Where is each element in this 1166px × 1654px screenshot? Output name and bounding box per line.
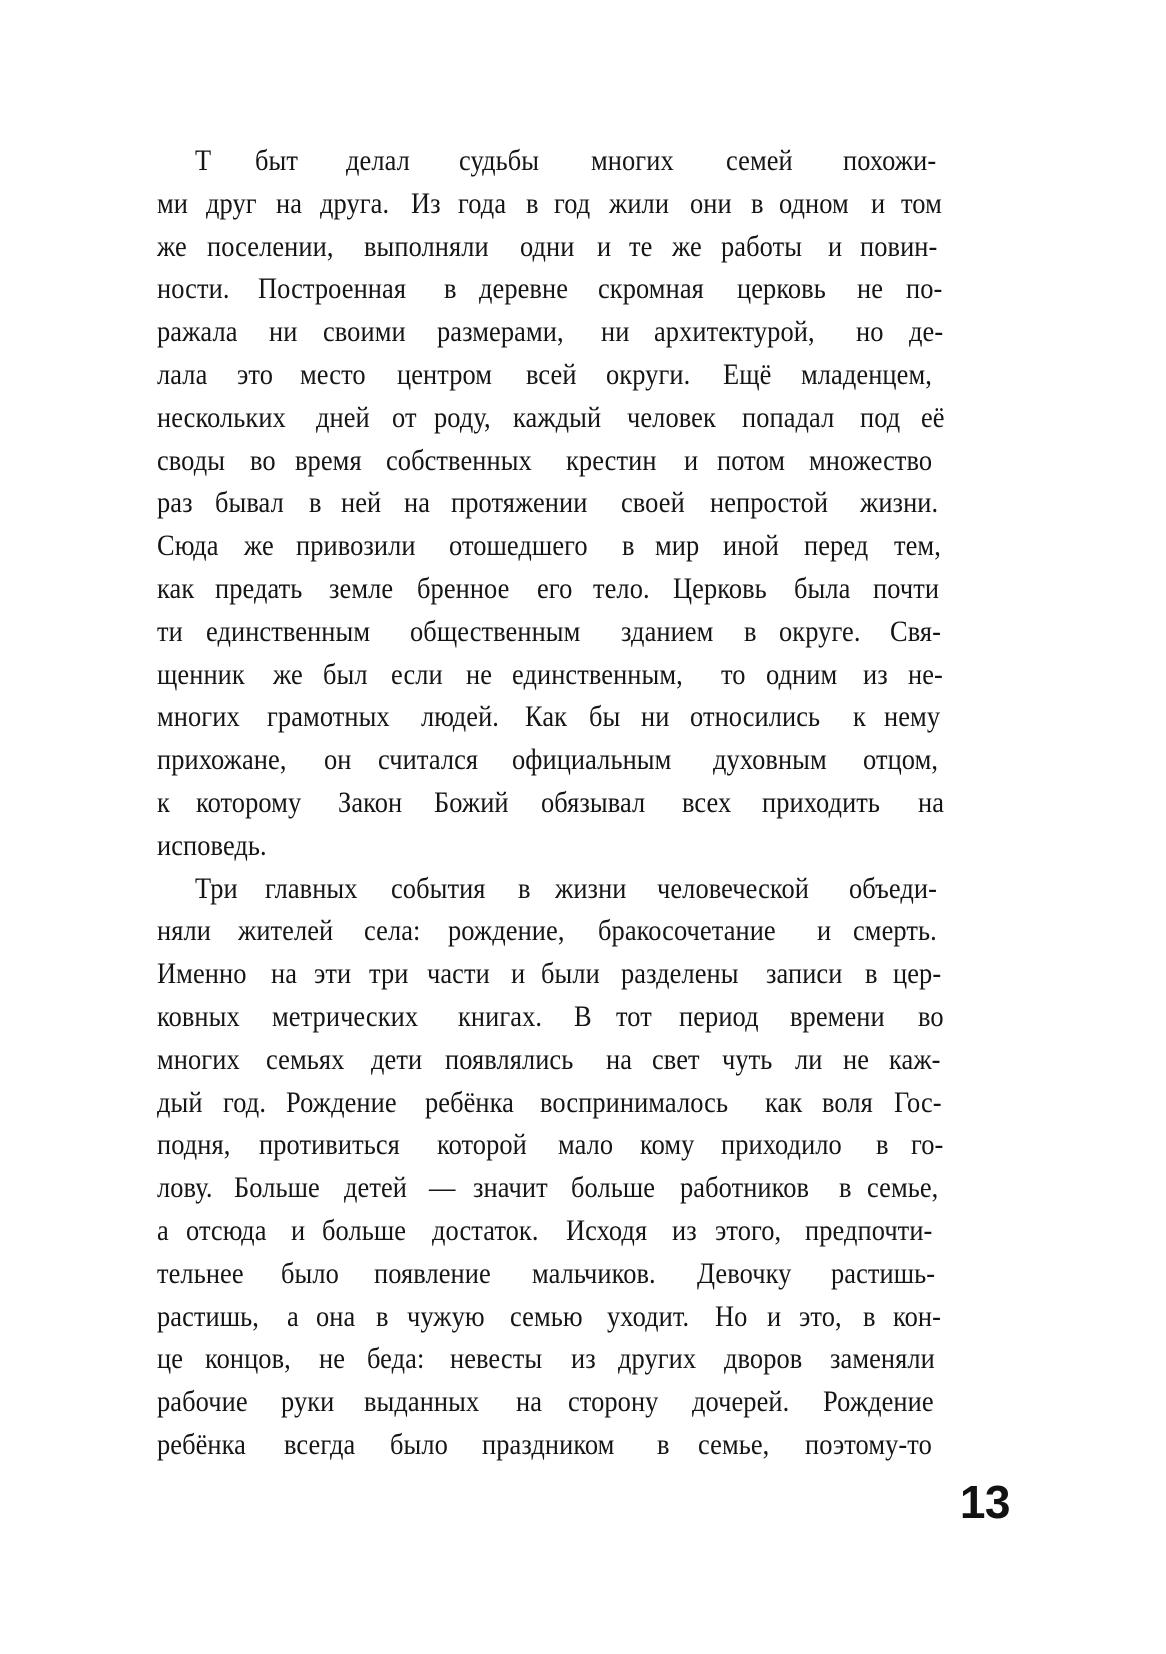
text-line: Именно на эти три части и были разделены записи в цер- xyxy=(157,958,942,991)
text-line: ти единственным общественным зданием в округе. Свя- xyxy=(157,615,941,648)
text-line: лову. Больше детей — значит больше работников в семье, xyxy=(157,1172,939,1205)
text-line: рабочие руки выданных на сторону дочерей. Рождение xyxy=(157,1386,935,1419)
text-line: исповедь. xyxy=(157,829,267,862)
text-line: ребёнка всегда было праздником в семье, поэтому-то xyxy=(157,1428,933,1461)
text-line: прихожане, он считался официальным духовным отцом, xyxy=(157,744,939,777)
paragraph-2 xyxy=(157,868,947,1467)
text-line: как предать земле бренное его тело. Церковь была почти xyxy=(157,572,940,605)
text-line: це концов, не беда: невесты из других дворов заменяли xyxy=(157,1343,935,1376)
text-line: дый год. Рождение ребёнка воспринималось как воля Гос- xyxy=(157,1086,942,1119)
text-line: тельнее было появление мальчиков. Девочку растишь- xyxy=(157,1257,935,1290)
text-line: ражала ни своими размерами, ни архитектурой, но де- xyxy=(157,316,943,349)
text-line: многих семьях дети появлялись на свет чуть ли не каж- xyxy=(157,1043,941,1076)
text-line: растишь, а она в чужую семью уходит. Но и это, в кон- xyxy=(157,1300,942,1333)
paragraph-1 xyxy=(157,140,947,868)
text-line: нескольких дней от роду, каждый человек попадал под её xyxy=(157,401,945,434)
text-line: раз бывал в ней на протяжении своей непростой жизни. xyxy=(157,487,938,520)
text-line: а отсюда и больше достаток. Исходя из этого, предпочти- xyxy=(157,1214,932,1247)
text-line: лала это место центром всей округи. Ещё младенцем, xyxy=(157,358,932,391)
text-line: няли жителей села: рождение, бракосочетание и смерть. xyxy=(157,915,938,948)
text-line: Три главных события в жизни человеческой объеди- xyxy=(195,872,937,905)
text-line: к которому Закон Божий обязывал всех приходить на xyxy=(157,786,944,819)
text-line: ми друг на друга. Из года в год жили они в одном и том xyxy=(157,187,943,220)
text-line: Т быт делал судьбы многих семей похожи- xyxy=(195,145,937,177)
text-line: же поселении, выполняли одни и те же работы и повин- xyxy=(157,230,938,263)
text-line: подня, противиться которой мало кому приходило в го- xyxy=(157,1129,944,1162)
page-number: 13 xyxy=(959,1476,1010,1528)
text-line: многих грамотных людей. Как бы ни относились к нему xyxy=(157,701,941,734)
text-line: ковных метрических книгах. В тот период времени во xyxy=(157,1000,944,1033)
text-line: щенник же был если не единственным, то одним из не- xyxy=(157,658,943,691)
page-text-body xyxy=(157,140,947,1467)
text-line: ности. Построенная в деревне скромная церковь не по- xyxy=(157,273,943,306)
text-line: Сюда же привозили отошедшего в мир иной перед тем, xyxy=(157,530,942,563)
text-line: своды во время собственных крестин и потом множество xyxy=(157,444,933,477)
